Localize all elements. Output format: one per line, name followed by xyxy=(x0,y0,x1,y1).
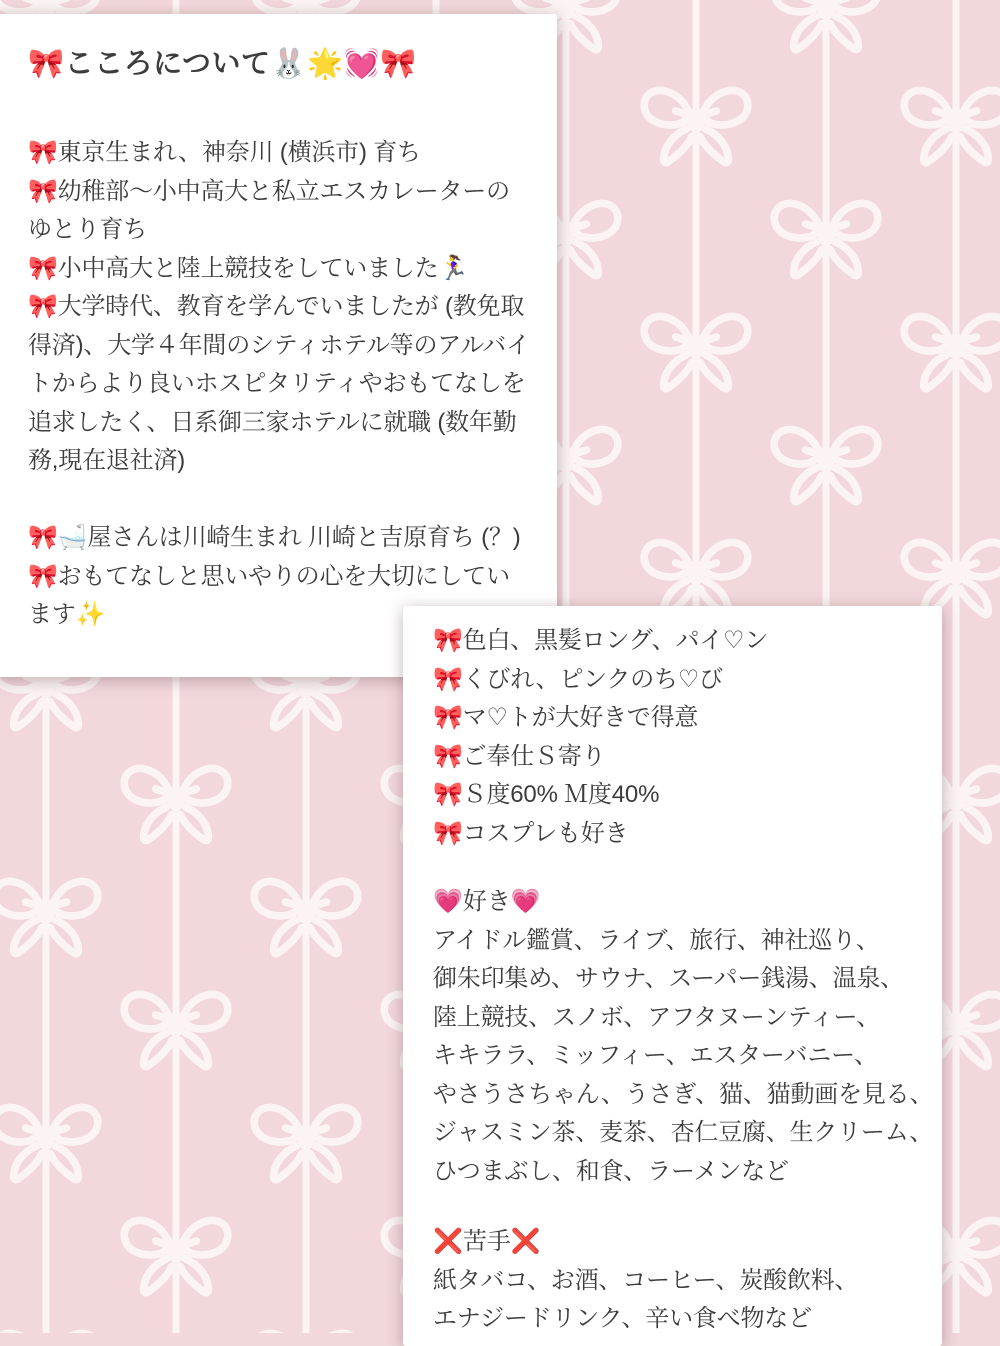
likes-line: キキララ、ミッフィー、エスターバニー、 xyxy=(433,1042,878,1069)
likes-line: 陸上競技、スノボ、アフタヌーンティー、 xyxy=(433,1003,881,1031)
dislikes-heading: ❌苦手❌ xyxy=(433,1228,541,1255)
dislikes-line: エナジードリンク、辛い食べ物など xyxy=(433,1305,812,1332)
likes-line: アイドル鑑賞、ライブ、旅行、神社巡り、 xyxy=(433,926,880,954)
likes-line: やさうさちゃん、うさぎ、猫、猫動画を見る、 xyxy=(433,1080,934,1108)
bio-line: 追求したく、日系御三家ホテルに就職 (数年勤 xyxy=(28,408,517,436)
feature-line: 🎀くびれ、ピンクのち♡び xyxy=(433,665,723,693)
about-card xyxy=(0,14,557,677)
likes-line: 御朱印集め、サウナ、スーパー銭湯、温泉、 xyxy=(433,965,904,992)
feature-line: 🎀Ｓ度60% Ｍ度40% xyxy=(433,781,660,808)
about-card-title: 🎀こころについて🐰🌟💓🎀 xyxy=(28,48,417,80)
bio-line: 得済)、大学４年間のシティホテル等のアルバイ xyxy=(28,331,530,359)
profile-card xyxy=(403,606,942,1346)
likes-line: ジャスミン茶、麦茶、杏仁豆腐、生クリーム、 xyxy=(433,1119,934,1146)
dislikes-section xyxy=(433,1223,930,1339)
bio-line: ゆとり育ち xyxy=(28,216,147,243)
feature-line: 🎀色白、黒髪ロング、パイ♡ン xyxy=(433,627,769,654)
closing-line: ます✨ xyxy=(28,601,106,628)
bio-line: 務,現在退社済) xyxy=(28,447,186,474)
feature-line: 🎀ご奉仕Ｓ寄り xyxy=(433,742,606,770)
feature-line: 🎀コスプレも好き xyxy=(433,819,629,847)
likes-section xyxy=(433,883,934,1191)
feature-line: 🎀マ♡トが大好きで得意 xyxy=(433,704,699,731)
bio-section xyxy=(28,134,541,481)
bio-line: 🎀幼稚部〜小中高大と私立エスカレーターの xyxy=(28,177,510,205)
likes-heading: 💗好き💗 xyxy=(433,888,541,915)
closing-line: 🎀おもてなしと思いやりの心を大切にしてい xyxy=(28,562,510,590)
bio-line: 🎀大学時代、教育を学んでいましたが (教免取 xyxy=(28,293,525,320)
features-section xyxy=(433,622,930,853)
closing-line: 🎀🛁屋さんは川崎生まれ 川崎と吉原育ち (？) xyxy=(28,524,521,551)
bio-line: 🎀東京生まれ、神奈川 (横浜市) 育ち xyxy=(28,139,421,166)
dislikes-line: 紙タバコ、お酒、コーヒー、炭酸飲料、 xyxy=(433,1266,859,1294)
likes-line: ひつまぶし、和食、ラーメンなど xyxy=(433,1157,789,1185)
bio-line: トからより良いホスピタリティやおもてなしを xyxy=(28,370,526,397)
bio-line: 🎀小中高大と陸上競技をしていました🏃‍♀️ xyxy=(28,254,469,282)
